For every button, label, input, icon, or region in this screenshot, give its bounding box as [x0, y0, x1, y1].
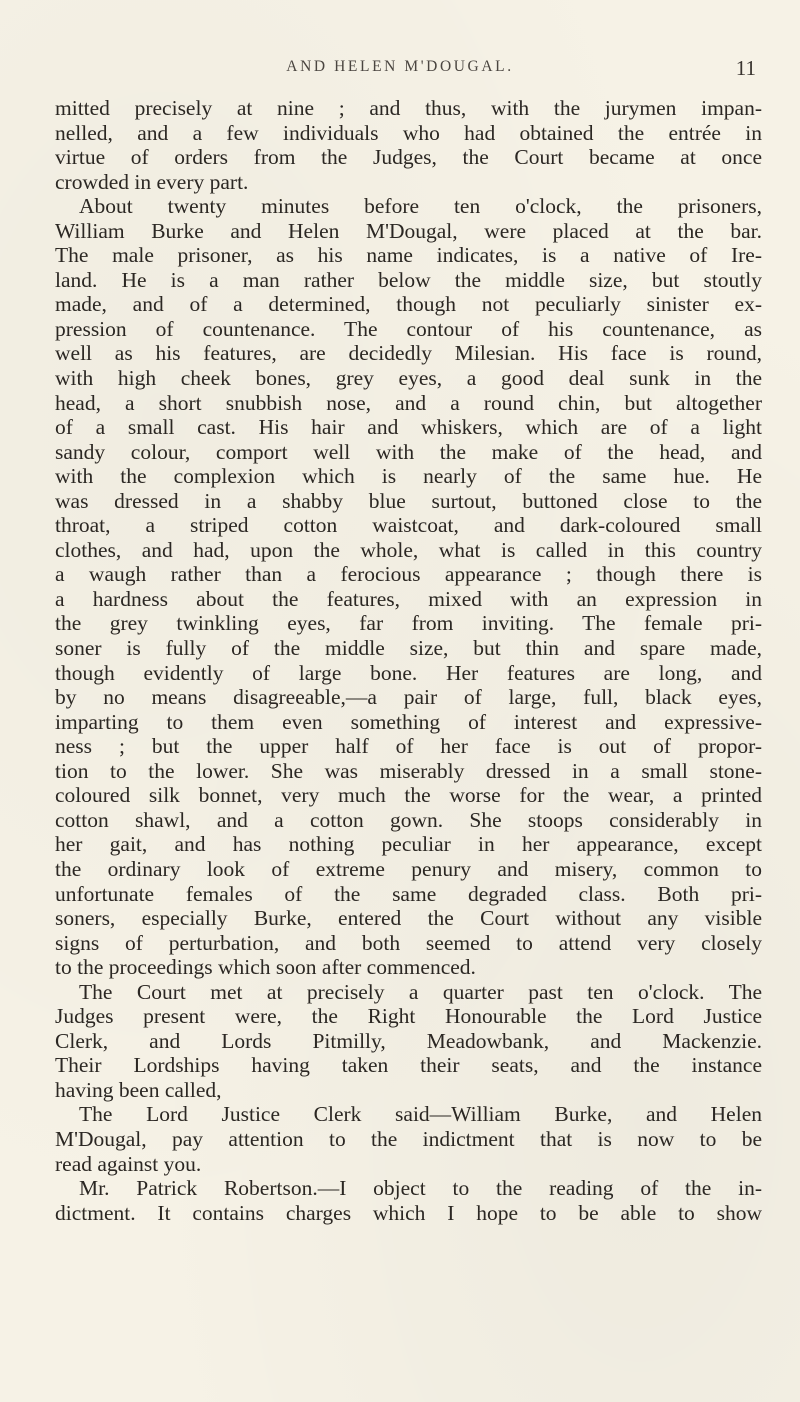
text-line: by no means disagreeable,—a pair of large, full, black eyes, [55, 685, 762, 710]
text-line: her gait, and has nothing peculiar in her appearance, except [55, 832, 762, 857]
text-line: About twenty minutes before ten o'clock, the prisoners, [79, 194, 762, 219]
text-line: nelled, and a few individuals who had obtained the entrée in [55, 120, 762, 145]
text-line: though evidently of large bone. Her features are long, and [55, 660, 762, 685]
text-line: imparting to them even something of interest and expressive- [55, 709, 762, 734]
text-line: the ordinary look of extreme penury and misery, common to [55, 856, 762, 881]
text-line: pression of countenance. The contour of his countenance, as [55, 316, 762, 341]
text-line: was dressed in a shabby blue surtout, buttoned close to the [55, 488, 762, 513]
page-header [0, 58, 800, 82]
text-line: M'Dougal, pay attention to the indictment that is now to be [55, 1126, 762, 1151]
text-line: William Burke and Helen M'Dougal, were placed at the bar. [55, 218, 762, 243]
text-line: the grey twinkling eyes, far from inviting. The female pri- [55, 611, 762, 636]
text-line: with high cheek bones, grey eyes, a good deal sunk in the [55, 366, 762, 391]
body-text [55, 96, 762, 1225]
text-line: Mr. Patrick Robertson.—I object to the reading of the in- [79, 1176, 762, 1201]
text-line: Clerk, and Lords Pitmilly, Meadowbank, and Mackenzie. [55, 1028, 762, 1053]
text-line: The Lord Justice Clerk said—William Burke, and Helen [79, 1102, 762, 1127]
text-line: with the complexion which is nearly of the same hue. He [55, 464, 762, 489]
text-line: signs of perturbation, and both seemed to attend very closely [55, 930, 762, 955]
text-line: land. He is a man rather below the middle size, but stoutly [55, 267, 762, 292]
text-line: tion to the lower. She was miserably dressed in a small stone- [55, 758, 762, 783]
text-line: soner is fully of the middle size, but thin and spare made, [55, 636, 762, 661]
text-line: mitted precisely at nine ; and thus, with the jurymen impan- [55, 96, 762, 120]
text-line: read against you. [55, 1151, 202, 1176]
text-line: throat, a striped cotton waistcoat, and dark-coloured small [55, 513, 762, 538]
text-line: crowded in every part. [55, 169, 249, 194]
text-line: The male prisoner, as his name indicates, is a native of Ire- [55, 243, 762, 268]
text-line: to the proceedings which soon after commenced. [55, 955, 476, 980]
text-line: The Court met at precisely a quarter past ten o'clock. The [79, 979, 762, 1004]
text-line: well as his features, are decidedly Milesian. His face is round, [55, 341, 762, 366]
text-line: head, a short snubbish nose, and a round chin, but altogether [55, 390, 762, 415]
text-line: made, and of a determined, though not peculiarly sinister ex- [55, 292, 762, 317]
text-line: soners, especially Burke, entered the Court without any visible [55, 906, 762, 931]
text-line: unfortunate females of the same degraded class. Both pri- [55, 881, 762, 906]
text-line: cotton shawl, and a cotton gown. She stoops considerably in [55, 807, 762, 832]
running-head: AND HELEN M'DOUGAL. [286, 58, 514, 75]
text-line: Judges present were, the Right Honourable the Lord Justice [55, 1004, 762, 1029]
page-number: 11 [735, 56, 756, 80]
text-line: having been called, [55, 1077, 222, 1102]
text-line: virtue of orders from the Judges, the Court became at once [55, 145, 762, 170]
text-line: of a small cast. His hair and whiskers, which are of a light [55, 415, 762, 440]
text-line: coloured silk bonnet, very much the worse for the wear, a printed [55, 783, 762, 808]
text-line: dictment. It contains charges which I hope to be able to show [55, 1200, 762, 1225]
text-line: ness ; but the upper half of her face is out of propor- [55, 734, 762, 759]
text-line: Their Lordships having taken their seats, and the instance [55, 1053, 762, 1078]
text-line: sandy colour, comport well with the make of the head, and [55, 439, 762, 464]
text-line: clothes, and had, upon the whole, what is called in this country [55, 537, 762, 562]
text-line: a hardness about the features, mixed with an expression in [55, 586, 762, 611]
text-line: a waugh rather than a ferocious appearance ; though there is [55, 562, 762, 587]
